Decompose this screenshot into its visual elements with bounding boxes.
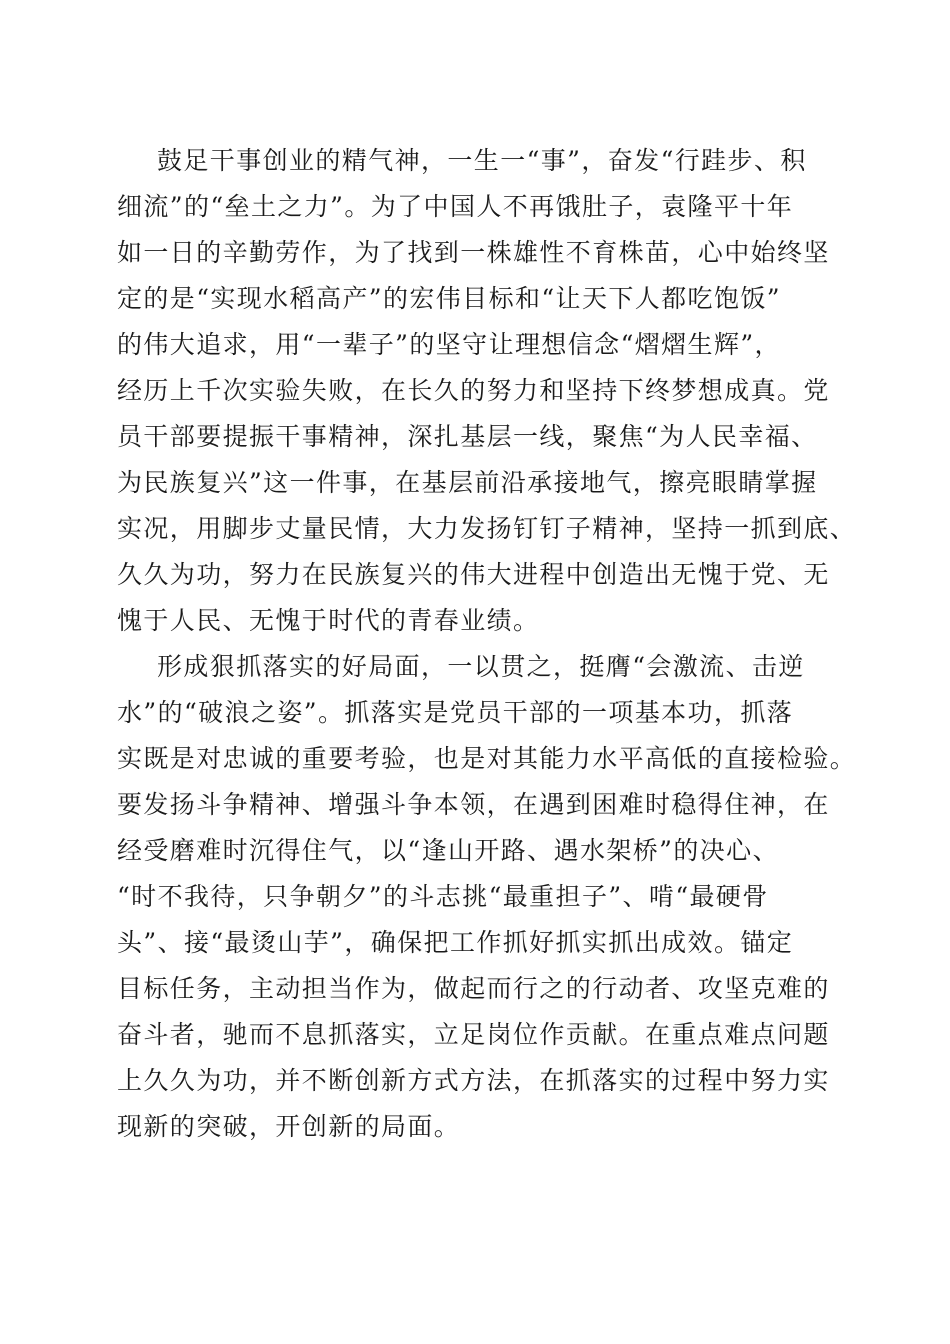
paragraph-1-line: 为民族复兴”这一件事，在基层前沿承接地气，擦亮眼睛掌握 xyxy=(117,468,818,497)
paragraph-2-line: 目标任务，主动担当作为，做起而行之的行动者、攻坚克难的 xyxy=(117,974,830,1003)
paragraph-2-line: 上久久为功，并不断创新方式方法，在抓落实的过程中努力实 xyxy=(117,1066,830,1095)
paragraph-2-line: “时不我待，只争朝夕”的斗志挑“最重担子”、啃“最硬骨 xyxy=(117,882,769,911)
paragraph-1-line-1: 鼓足干事创业的精气神，一生一“事”，奋发“行跬步、积 xyxy=(157,146,807,175)
paragraph-2-line: 实既是对忠诚的重要考验，也是对其能力水平高低的直接检验。 xyxy=(117,744,857,773)
paragraph-1-line: 的伟大追求，用“一辈子”的坚守让理想信念“熠熠生辉”， xyxy=(117,330,781,359)
paragraph-2-line: 经受磨难时沉得住气，以“逢山开路、遇水架桥”的决心、 xyxy=(117,836,779,865)
paragraph-1-line: 定的是“实现水稻高产”的宏伟目标和“让天下人都吃饱饭” xyxy=(117,284,781,313)
paragraph-1-line: 实况，用脚步丈量民情，大力发扬钉钉子精神，坚持一抓到底、 xyxy=(117,514,857,543)
paragraph-1-line: 细流”的“垒土之力”。为了中国人不再饿肚子，袁隆平十年 xyxy=(117,192,794,221)
paragraph-1-line: 经历上千次实验失败，在长久的努力和坚持下终梦想成真。党 xyxy=(117,376,830,405)
paragraph-1-line: 久久为功，努力在民族复兴的伟大进程中创造出无愧于党、无 xyxy=(117,560,830,589)
paragraph-2-line: 奋斗者，驰而不息抓落实，立足岗位作贡献。在重点难点问题 xyxy=(117,1020,830,1049)
paragraph-2-line-1: 形成狠抓落实的好局面，一以贯之，挺膺“会激流、击逆 xyxy=(157,652,805,681)
paragraph-1-line: 如一日的辛勤劳作，为了找到一株雄性不育株苗，心中始终坚 xyxy=(117,238,830,267)
paragraph-1-line: 愧于人民、无愧于时代的青春业绩。 xyxy=(117,606,540,635)
paragraph-2-line: 要发扬斗争精神、增强斗争本领，在遇到困难时稳得住神，在 xyxy=(117,790,830,819)
paragraph-2-line: 现新的突破，开创新的局面。 xyxy=(117,1112,461,1141)
paragraph-2-line: 水”的“破浪之姿”。抓落实是党员干部的一项基本功，抓落 xyxy=(117,698,794,727)
paragraph-2-line: 头”、接“最烫山芋”，确保把工作抓好抓实抓出成效。锚定 xyxy=(117,928,794,957)
paragraph-1-line: 员干部要提振干事精神，深扎基层一线，聚焦“为人民幸福、 xyxy=(117,422,818,451)
